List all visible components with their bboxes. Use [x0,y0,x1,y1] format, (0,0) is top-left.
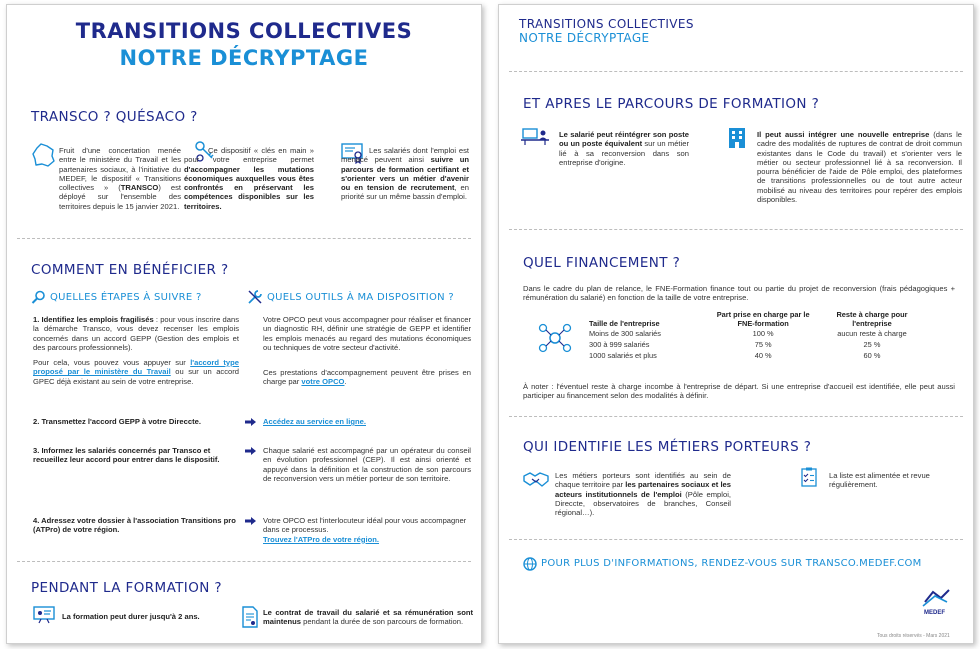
table-header-cell: Part prise en charge par le FNE-formation [716,310,810,328]
page-subtitle: NOTRE DÉCRYPTAGE [119,46,369,70]
medef-logo [919,588,953,612]
more-info-link[interactable]: POUR PLUS D'INFORMATIONS, RENDEZ-VOUS SUR TRANSCO.MEDEF.COM [541,558,922,569]
step-1-detail: Pour cela, vous pouvez vous appuyer sur l'accord type proposé par le ministère du Travail ou sur un accord GPEC déjà existant au sein de votre entreprise. [33,358,239,386]
apres-text-1: Le salarié peut réintégrer son poste ou un poste équivalent sur un métier lié à sa reconversion dans son entreprise d'origine. [559,130,689,167]
arrow-right-icon [245,517,256,525]
online-service-link[interactable]: Accédez au service en ligne. [263,417,366,426]
separator [17,238,471,239]
section-title-metiers: QUI IDENTIFIE LES MÉTIERS PORTEURS ? [523,439,812,455]
table-cell: 60 % [863,351,881,361]
transco-text-3: Les salariés dont l'emploi est menacé peuvent ainsi suivre un parcours de formation certifiant et s'orienter vers un métier d'avenir ou en tension de recrutement, en priorité sur un même bassin d'emploi. [341,146,469,202]
search-icon [31,290,47,304]
medef-logo-text: MEDEF [924,610,945,616]
apres-text-2: Il peut aussi intégrer une nouvelle entreprise (dans le cadre des modalités de ruptures de contrat de droit commun existantes dans le Code du travail) et s'orienter vers le métier ou secteur professionnel lié à sa reconversion. Il pourra bénéficier de l'aide de Pôle emploi, des plateformes de transitions professionnelles ou de tout autre acteur mobilisé au niveau des territoires pour repérer des emplois disponibles. [757,130,962,205]
page-title: TRANSITIONS COLLECTIVES [75,19,413,43]
arrow-right-icon [245,418,256,426]
network-icon [537,323,573,353]
tool-1: Votre OPCO peut vous accompagner pour réaliser et financer un diagnostic RH, définir une stratégie de GEPP et identifier les emplois menacés au regard des mutations économiques ou techniques de votre secteur d'activité. [263,315,471,352]
presentation-icon [33,606,55,624]
financement-note: À noter : l'éventuel reste à charge incombe à l'entreprise de départ. Si une entreprise d'accueil est identifiée, elle peut aussi participer au financement selon des modalités à définir. [523,382,955,401]
tools-icon [247,289,263,305]
table-cell: 75 % [754,340,772,350]
france-map-icon [31,142,57,168]
page-right [498,4,974,644]
metiers-text-1: Les métiers porteurs sont identifiés au sein de chaque territoire par les partenaires sociaux et les acteurs institutionnels de l'emploi (Pôle emploi, Direccte, observatoires de branches, Conseil régional…). [555,471,731,518]
table-header-cell: Reste à charge pour l'entreprise [836,310,908,328]
tool-4: Votre OPCO est l'interlocuteur idéal pour vous accompagner dans ce processus. Trouvez l'ATPro de votre région. [263,516,467,544]
financement-table [589,311,929,362]
accord-type-link[interactable]: l'accord type proposé par le ministère du Travail [33,358,239,377]
opco-link[interactable]: votre OPCO [301,377,345,387]
separator [509,539,963,540]
arrow-right-icon [245,447,256,455]
separator [509,229,963,230]
section-title-beneficier: COMMENT EN BÉNÉFICIER ? [31,262,229,278]
page-left [6,4,482,644]
building-icon [727,127,747,149]
table-row [589,339,929,350]
tool-1-detail: Ces prestations d'accompagnement peuvent être prises en charge par votre OPCO. [263,368,471,387]
table-cell: 100 % [752,329,774,338]
table-row [589,328,929,339]
separator [509,416,963,417]
globe-icon [523,557,537,571]
separator [17,561,471,562]
step-1: 1. Identifiez les emplois fragilisés : pour vous inscrire dans la démarche Transco, vous devez recenser les emplois concernés dans un accord GEPP (Gestion des emplois et des parcours professionnels). [33,315,239,352]
section-title-transco: TRANSCO ? QUÉSACO ? [31,109,198,125]
subtitle-etapes: QUELLES ÉTAPES À SUIVRE ? [50,292,202,303]
atpro-link[interactable]: Trouvez l'ATPro de votre région. [263,534,380,544]
table-cell: aucun reste à charge [837,329,907,338]
table-cell: Moins de 300 salariés [589,329,661,338]
formation-duration: La formation peut durer jusqu'à 2 ans. [62,612,200,621]
step-2: 2. Transmettez l'accord GEPP à votre Direccte. [33,417,201,426]
section-title-formation: PENDANT LA FORMATION ? [31,580,222,596]
transco-text-2: Ce dispositif « clés en main » pour votre entreprise permet d'accompagner les mutations économiques auxquelles vous êtes confrontés en préservant les compétences disponibles sur les territoires. [184,146,314,211]
page-title-small: TRANSITIONS COLLECTIVES [519,17,694,31]
step-4: 4. Adressez votre dossier à l'association Transitions pro (ATPro) de votre région. [33,516,236,535]
table-cell: 40 % [754,351,772,361]
page-subtitle-small: NOTRE DÉCRYPTAGE [519,31,650,45]
table-cell: 1000 salariés et plus [589,351,657,361]
table-header-cell: Taille de l'entreprise [589,318,660,328]
checklist-icon [801,467,817,487]
tool-3: Chaque salarié est accompagné par un opérateur du conseil en évolution professionnel (CEP). Il est ainsi orienté et appuyé dans la définition et la construction de son parcours de reconversion vers un métier porteur de son territoire. [263,446,471,483]
subtitle-outils: QUELS OUTILS À MA DISPOSITION ? [267,292,455,303]
separator [509,71,963,72]
tool-2 [263,417,471,426]
financement-intro: Dans le cadre du plan de relance, le FNE-Formation finance tout ou partie du projet de reconversion (frais pédagogiques + rémunération du salarié) en fonction de la taille de votre entreprise. [523,284,955,303]
contract-icon [241,606,259,628]
section-title-financement: QUEL FINANCEMENT ? [523,255,681,271]
section-title-apres: ET APRES LE PARCOURS DE FORMATION ? [523,96,820,112]
table-cell: 25 % [863,340,881,350]
copyright: Tous droits réservés - Mars 2021 [877,633,950,639]
table-row [589,350,929,361]
formation-contract: Le contrat de travail du salarié et sa rémunération sont maintenus pendant la durée de son parcours de formation. [263,608,473,627]
handshake-icon [523,470,549,488]
transco-text-1: Fruit d'une concertation menée entre le ministère du Travail et les partenaires sociaux, à l'initiative du MEDEF, le dispositif « Transitions collectives » (TRANSCO) est déployé sur l'ensemble des territoires depuis le 15 janvier 2021. [59,146,181,211]
workstation-icon [521,128,549,146]
step-3: 3. Informez les salariés concernés par Transco et recueillez leur accord pour entrer dans le dispositif. [33,446,220,465]
table-cell: 300 à 999 salariés [589,340,650,350]
metiers-text-2: La liste est alimentée et revue régulièrement. [829,471,930,490]
table-header-row [589,311,929,328]
